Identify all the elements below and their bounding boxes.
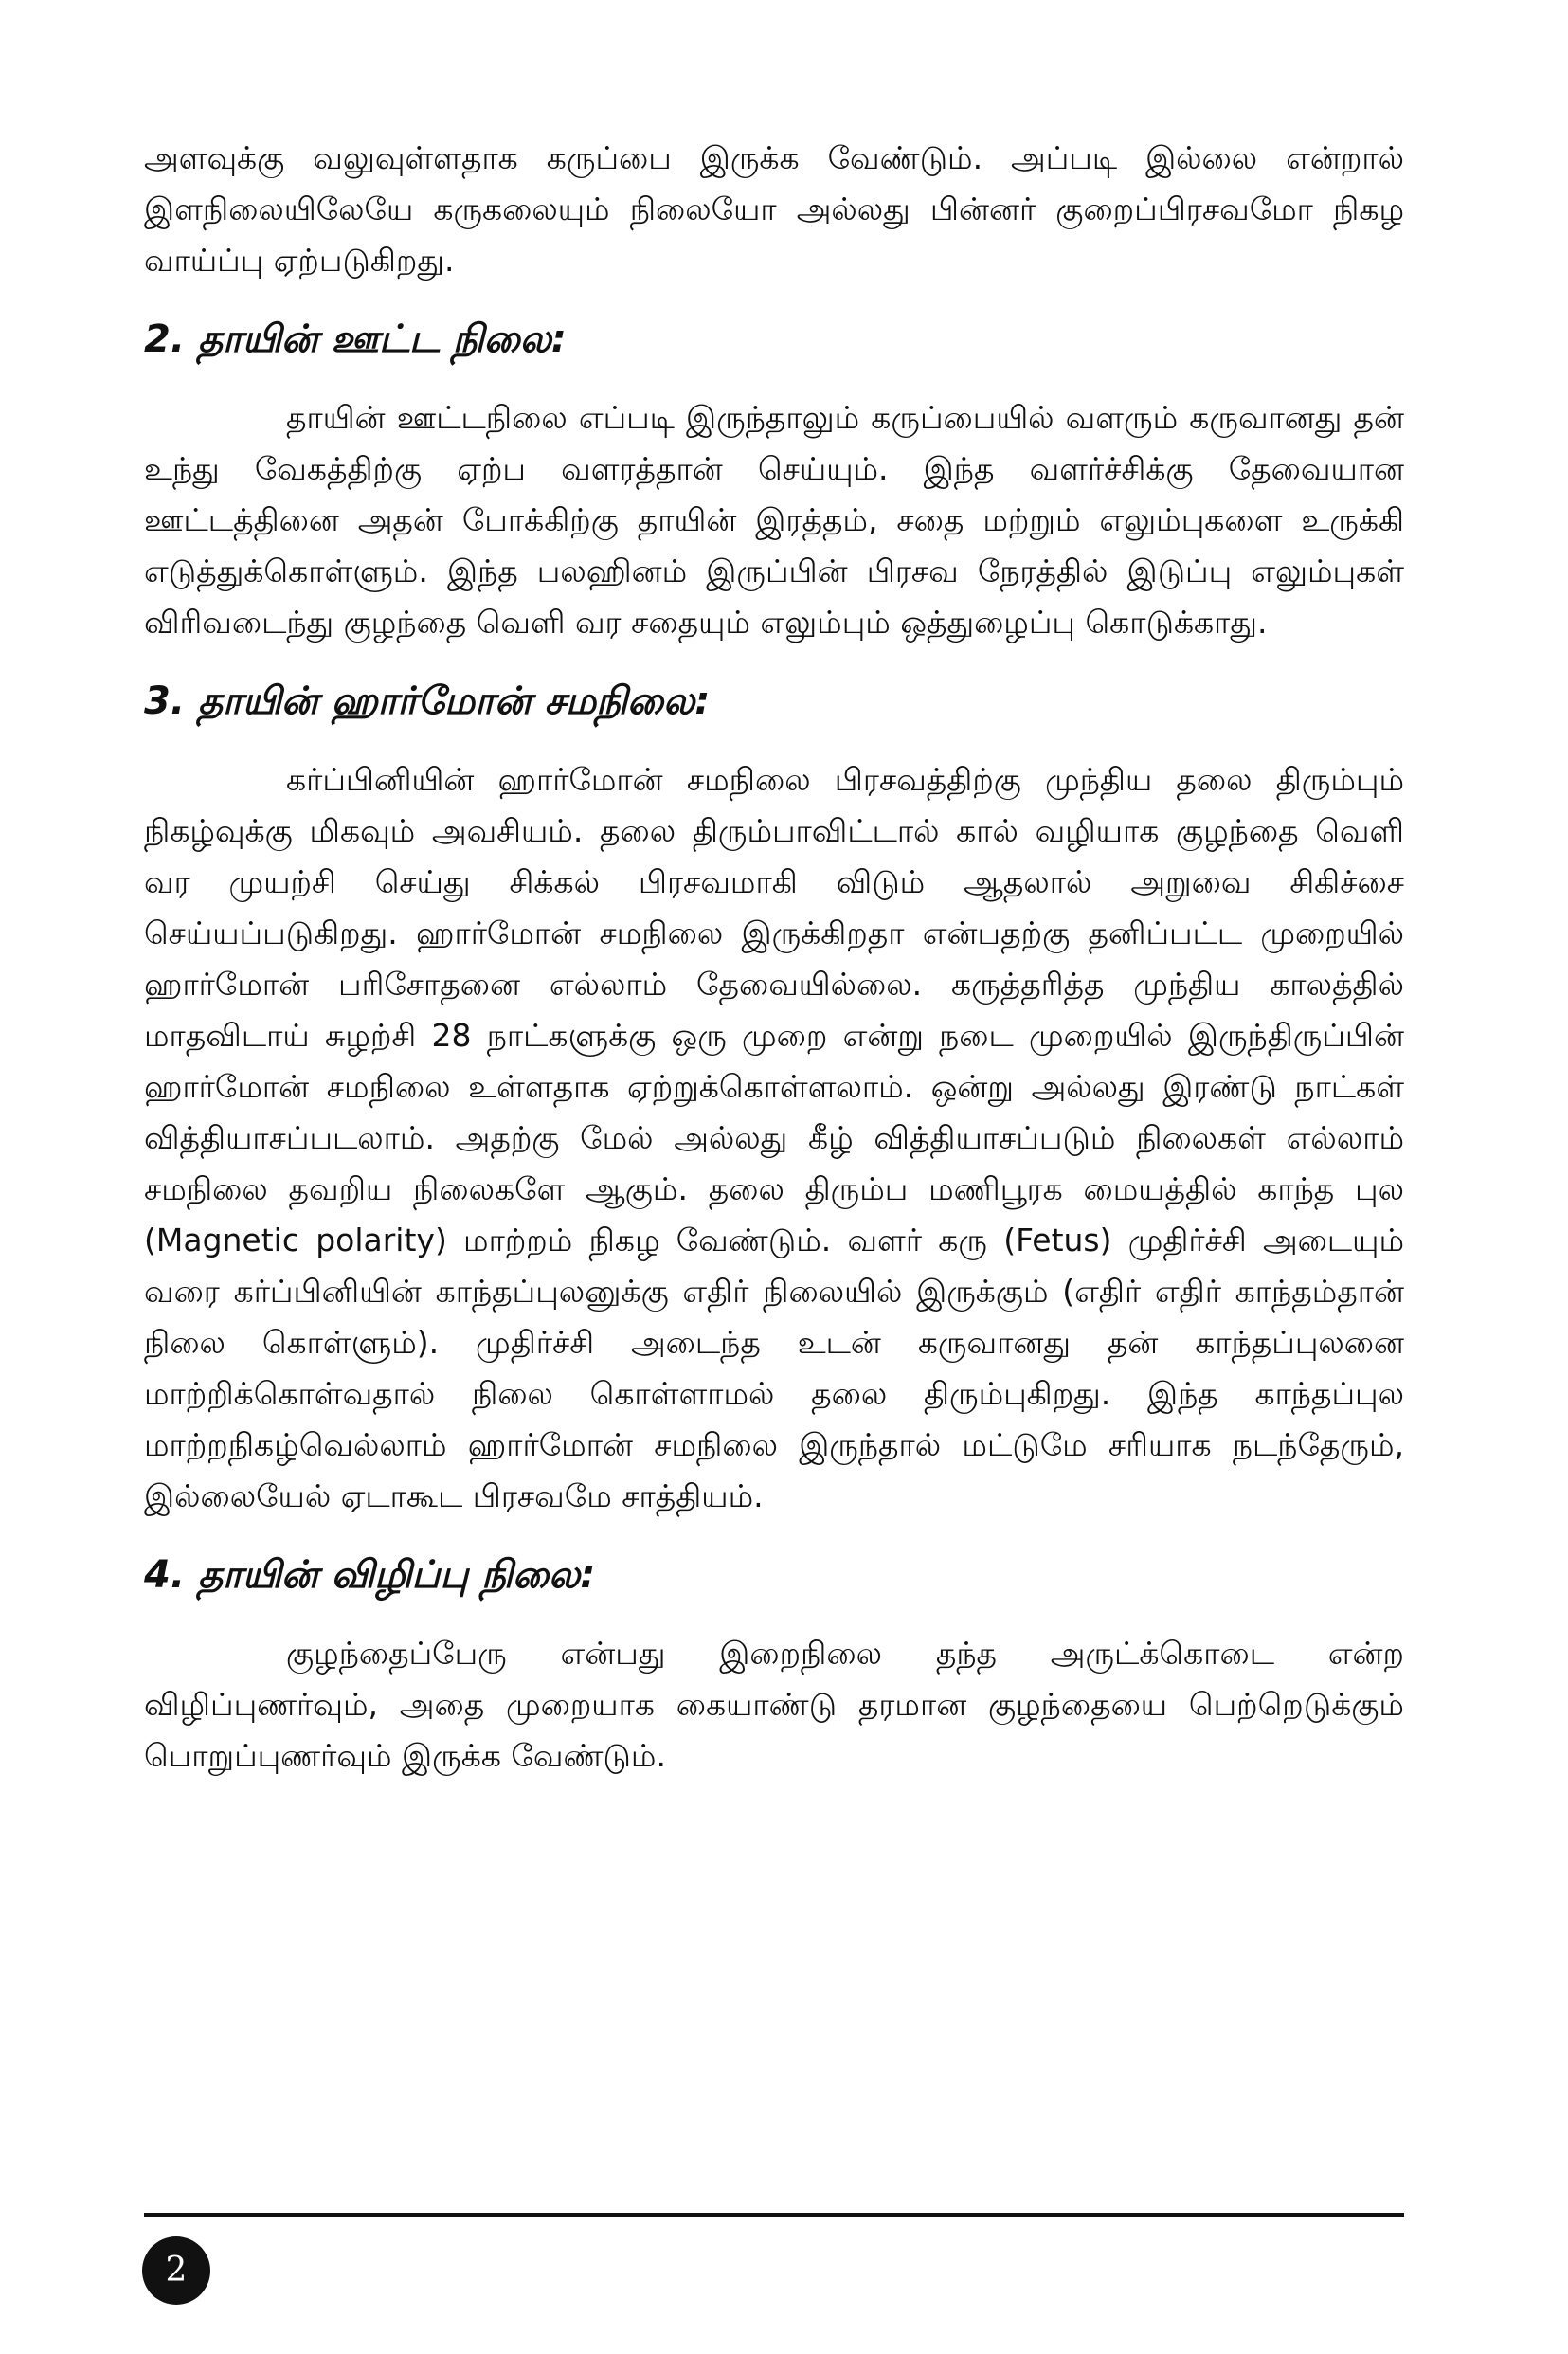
- section-heading: 3. தாயின் ஹார்மோன் சமநிலை:: [144, 679, 711, 723]
- intro-paragraph: அளவுக்கு வலுவுள்ளதாக கருப்பை இருக்க வேண்டும். அப்படி இல்லை என்றால் இளநிலையிலேயே கருகலையும் நிலையோ அல்லது பின்னர் குறைப்பிரசவமோ நிகழ வாய்ப்பு ஏற்படுகிறது.: [144, 139, 1404, 279]
- section-paragraph: கர்ப்பினியின் ஹார்மோன் சமநிலை பிரசவத்திற்கு முந்திய தலை திரும்பும் நிகழ்வுக்கு மிகவும் அவசியம். தலை திரும்பாவிட்டால் கால் வழியாக குழந்தை வெளி வர முயற்சி செய்து சிக்கல் பிரசவமாகி விடும் ஆதலால் அறுவை சிகிச்சை செய்யப்படுகிறது. ஹார்மோன் சமநிலை இருக்கிறதா என்பதற்கு தனிப்பட்ட முறையில் ஹார்மோன் பரிசோதனை எல்லாம் தேவையில்லை. கருத்தரித்த முந்திய காலத்தில் மாதவிடாய் சுழற்சி 28 நாட்களுக்கு ஒரு முறை என்று நடை முறையில் இருந்திருப்பின் ஹார்மோன் சமநிலை உள்ளதாக ஏற்றுக்கொள்ளலாம். ஒன்று அல்லது இரண்டு நாட்கள் வித்தியாசப்படலாம். அதற்கு மேல் அல்லது கீழ் வித்தியாசப்படும் நிலைகள் எல்லாம் சமநிலை தவறிய நிலைகளே ஆகும். தலை திரும்ப மணிபூரக மையத்தில் காந்த புல (Magnetic polarity) மாற்றம் நிகழ வேண்டும். வளர் கரு (Fetus) முதிர்ச்சி அடையும் வரை கர்ப்பினியின் காந்தப்புலனுக்கு எதிர் நிலையில் இருக்கும் (எதிர் எதிர் காந்தம்தான் நிலை கொள்ளும்). முதிர்ச்சி அடைந்த உடன் கருவானது தன் காந்தப்புலனை மாற்றிக்கொள்வதால் நிலை கொள்ளாமல் தலை திரும்புகிறது. இந்த காந்தப்புல மாற்றநிகழ்வெல்லாம் ஹார்மோன் சமநிலை இருந்தால் மட்டுமே சரியாக நடந்தேரும், இல்லையேல் ஏடாகூட பிரசவமே சாத்தியம்.: [144, 761, 1404, 1514]
- page-content: [144, 133, 1404, 1782]
- section-hormone-balance: [144, 673, 1404, 1522]
- section-paragraph: தாயின் ஊட்டநிலை எப்படி இருந்தாலும் கருப்பையில் வளரும் கருவானது தன் உந்து வேகத்திற்கு ஏற்ப வளரத்தான் செய்யும். இந்த வளர்ச்சிக்கு தேவையான ஊட்டத்தினை அதன் போக்கிற்கு தாயின் இரத்தம், சதை மற்றும் எலும்புகளை உருக்கி எடுத்துக்கொள்ளும். இந்த பலஹினம் இருப்பின் பிரசவ நேரத்தில் இடுப்பு எலும்புகள் விரிவடைந்து குழந்தை வெளி வர சதையும் எலும்பும் ஒத்துழைப்பு கொடுக்காது.: [144, 399, 1405, 641]
- page-number-badge: 2: [142, 2236, 210, 2305]
- section-awareness: [144, 1547, 1404, 1782]
- section-paragraph: குழந்தைப்பேரு என்பது இறைநிலை தந்த அருட்க்கொடை என்ற விழிப்புணர்வும், அதை முறையாக கையாண்டு தரமான குழந்தையை பெற்றெடுக்கும் பொறுப்புணர்வும் இருக்க வேண்டும்.: [144, 1635, 1404, 1774]
- section-maternal-nutrition: [144, 311, 1404, 648]
- section-heading: 4. தாயின் விழிப்பு நிலை:: [144, 1553, 596, 1597]
- footer-divider: [144, 2213, 1404, 2217]
- section-heading: 2. தாயின் ஊட்ட நிலை:: [144, 317, 567, 361]
